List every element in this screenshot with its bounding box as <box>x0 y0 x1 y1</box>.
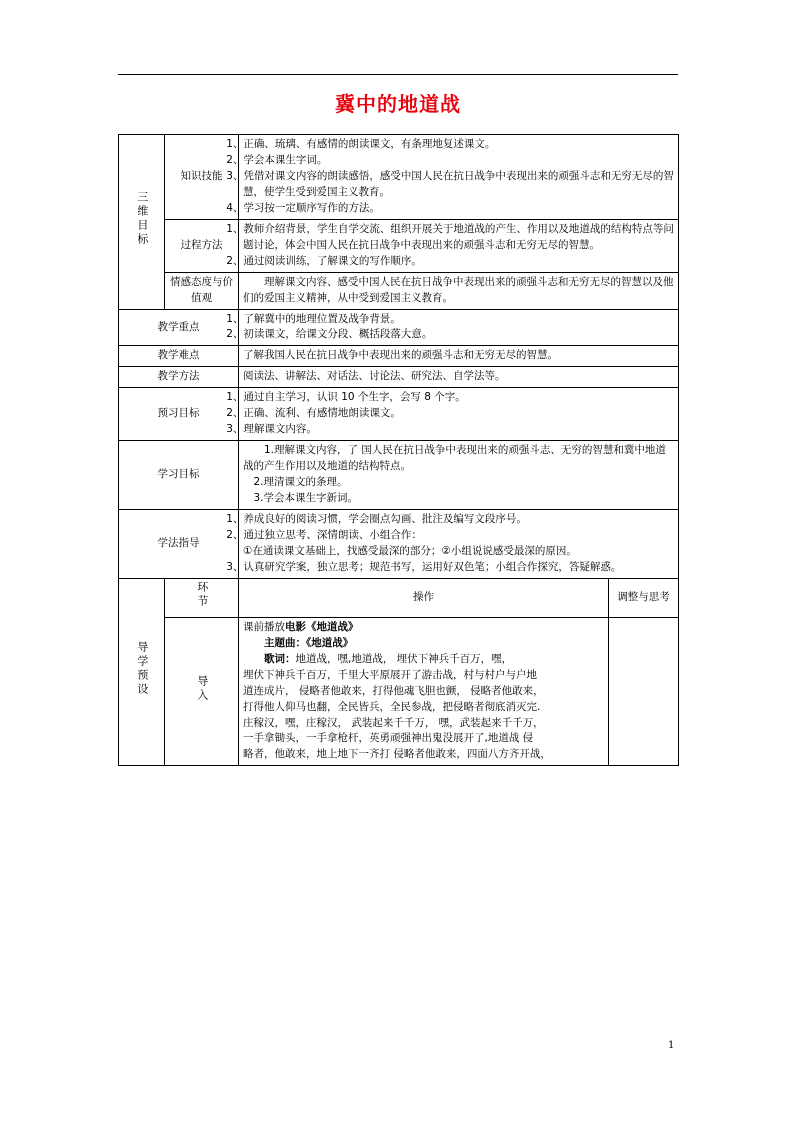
three-dim-goals-label: 三维目标 <box>135 190 149 247</box>
section-label-preview-goal: 预习目标 <box>119 388 239 441</box>
section-content-teaching-method <box>239 367 679 388</box>
goal-subject-emotion: 情感态度与价值观 <box>165 272 239 309</box>
table-row <box>119 135 679 220</box>
column-header-step-cell <box>165 578 239 617</box>
goal-process-content <box>226 219 679 272</box>
goal-knowledge-item-4: 4、学习按一定顺序写作的方法。 <box>226 201 380 214</box>
notes-content-cell <box>609 617 679 766</box>
operation-line-1-prefix: 课前播放 <box>243 620 285 633</box>
table-row <box>119 219 679 272</box>
section-label-study-goal: 学习目标 <box>119 441 239 510</box>
table-row <box>119 367 679 388</box>
goal-emotion-content <box>239 272 679 309</box>
study-goal-item-1: 1.理解课文内容，了 国人民在抗日战争中表现出来的顽强斗志、无穷的智慧和冀中地道战的产生作用以及地道的结构特点。 <box>243 444 666 473</box>
page-title: 冀中的地道战 <box>335 92 461 116</box>
section-label-teaching-difficulty: 教学难点 <box>119 346 239 367</box>
operation-line-1-movie: 电影《地道战》 <box>285 620 359 633</box>
table-row-process-body <box>119 617 679 766</box>
lyrics-line: 一手拿锄头，一手拿枪杆，英勇顽强神出鬼没展开了,地道战 侵 <box>243 732 534 745</box>
section-content-teaching-difficulty <box>239 346 679 367</box>
lyrics-line: 埋伏下神兵千百万，千里大平原展开了游击战，村与村户与户地 <box>243 668 537 681</box>
section-label-study-guidance: 学法指导 <box>119 510 239 579</box>
teaching-focus-item-1: 1、了解冀中的地理位置及战争背景。 <box>226 312 401 325</box>
goal-knowledge-item-2: 2、学会本课生字词。 <box>226 153 328 166</box>
step-label-cell <box>165 617 239 766</box>
operation-content-cell <box>239 617 609 766</box>
lesson-plan-table <box>118 134 679 766</box>
goal-knowledge-content <box>226 135 679 220</box>
column-header-step: 环节 <box>195 580 209 609</box>
lyrics-line: 道连成片， 侵略者他敢来，打得他魂飞胆也颤， 侵略者他敢来， <box>243 684 544 697</box>
table-row <box>119 441 679 510</box>
column-header-operation: 操作 <box>239 578 609 617</box>
goal-knowledge-item-1: 1、正确、琉璃、有感情的朗读课文，有条理地复述课文。 <box>226 138 496 150</box>
table-row <box>119 388 679 441</box>
table-row <box>119 272 679 309</box>
table-row <box>119 309 679 346</box>
section-content-study-goal <box>239 441 679 510</box>
study-guidance-item-2: 2、通过独立思考、深情朗读、小组合作： <box>226 528 422 541</box>
preview-goal-item-2: 2、正确、流利、有感情地朗读课文。 <box>226 407 401 420</box>
stage-label-teaching-design: 导学预设 <box>135 641 149 698</box>
table-row <box>119 346 679 367</box>
lyrics-line: 庄稼汉，嘿，庄稼汉， 武装起来千千万， 嘿，武装起来千千万， <box>243 716 544 729</box>
page-number: 1 <box>668 1040 675 1051</box>
step-label-introduction: 导入 <box>195 674 209 703</box>
teaching-difficulty-item-1: 了解我国人民在抗日战争中表现出来的顽强斗志和无穷无尽的智慧。 <box>243 349 558 362</box>
goal-subject-knowledge: 知识技能 <box>165 135 239 220</box>
teaching-method-item-1: 阅读法、讲解法、对话法、讨论法、研究法、自学法等。 <box>243 370 506 383</box>
section-content-teaching-focus <box>226 309 679 346</box>
study-goal-item-2: 2.理清课文的条理。 <box>253 476 348 489</box>
goal-subject-process: 过程方法 <box>165 219 239 272</box>
preview-goal-item-1: 1、通过自主学习，认识 10 个生字，会写 8 个字。 <box>226 391 466 404</box>
study-guidance-item-3: ①在通读课文基础上，找感受最深的部分；②小组说说感受最深的原因。 <box>243 544 577 557</box>
three-dim-goals-label-cell <box>119 135 165 310</box>
preview-goal-item-3: 3、理解课文内容。 <box>226 423 317 436</box>
lyrics-line-first: 地道战，嘿,地道战， 埋伏下神兵千百万，嘿， <box>295 652 513 665</box>
goal-process-item-1: 1、教师介绍背景，学生自学交流、组织开展关于地道战的产生、作用以及地道战的结构特点等问题讨论，体会中国人民在抗日战争中表现出来的顽强斗志和无穷无尽的智慧。 <box>226 222 674 251</box>
section-content-study-guidance <box>226 510 679 579</box>
operation-line-2-theme-song: 主题曲：《地道战》 <box>264 636 354 649</box>
operation-line-3 <box>243 652 604 668</box>
section-label-teaching-method: 教学方法 <box>119 367 239 388</box>
column-header-notes: 调整与思考 <box>609 578 679 617</box>
study-guidance-item-1: 1、养成良好的阅读习惯，学会圈点勾画、批注及编写文段序号。 <box>226 513 527 526</box>
goal-knowledge-item-3: 3、凭借对课文内容的朗读感悟，感受中国人民在抗日战争中表现出来的顽强斗志和无穷无尽的智慧，使学生受到爱国主义教育。 <box>226 169 674 198</box>
stage-label-cell <box>119 578 165 766</box>
study-goal-item-3: 3.学会本课生字新词。 <box>253 492 359 505</box>
operation-line-1 <box>243 620 604 636</box>
table-row <box>119 510 679 579</box>
goal-emotion-item-1: 理解课文内容、感受中国人民在抗日战争中表现出来的顽强斗志和无穷无尽的智慧以及他们的爱国主义精神，从中受到爱国主义教育。 <box>243 275 674 304</box>
goal-process-item-2: 2、通过阅读训练，了解课文的写作顺序。 <box>226 254 422 267</box>
study-guidance-item-4: 3、认真研究学案，独立思考；规范书写，运用好双色笔；小组合作探究，答疑解惑。 <box>226 560 622 573</box>
table-row-process-header <box>119 578 679 617</box>
teaching-focus-item-2: 2、初读课文，给课文分段、概括段落大意。 <box>226 328 433 341</box>
section-content-preview-goal <box>226 388 679 441</box>
lyrics-line: 打得他人仰马也翻，全民皆兵，全民参战，把侵略者彻底消灭完. <box>243 700 541 713</box>
section-label-teaching-focus: 教学重点 <box>119 309 239 346</box>
header-rule <box>118 74 678 75</box>
lyrics-label: 歌词： <box>264 652 296 665</box>
lyrics-line: 略者，他敢来，地上地下一齐打 侵略者他敢来，四面八方齐开战， <box>243 748 551 761</box>
